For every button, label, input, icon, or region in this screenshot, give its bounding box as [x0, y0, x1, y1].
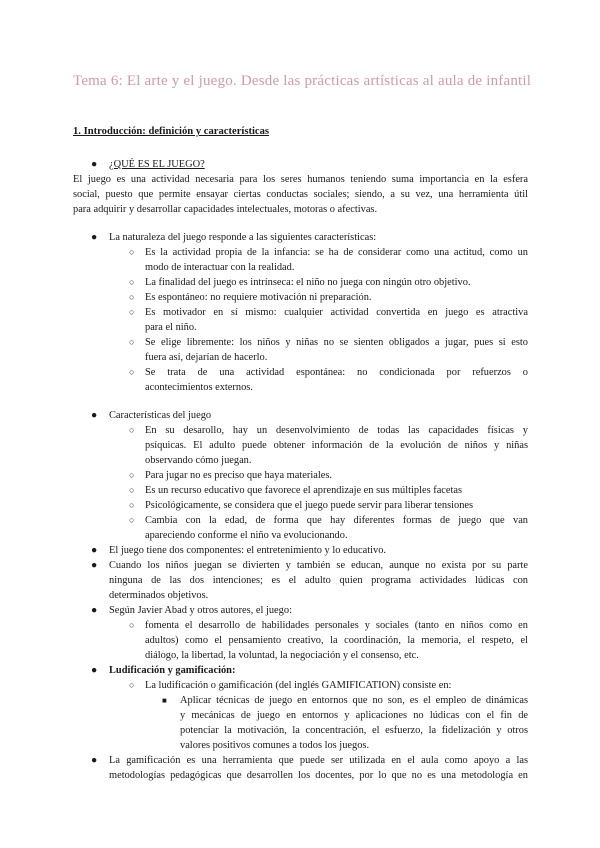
bullet-icon: ●: [91, 159, 98, 170]
paragraph-line: para adquirir y desarrollar capacidades intelectuales, motoras o afectivas.: [73, 204, 378, 215]
bullet-icon: ●: [91, 665, 98, 676]
list-item-line: La finalidad del juego es intrínseca: el niño no juega con ningún otro objetivo.: [145, 277, 471, 288]
list-item-heading: Ludificación y gamificación:: [109, 665, 236, 676]
list-item-line: psíquicas. El adulto puede obtener información de la evolución de niños y niñas: [145, 440, 528, 451]
bullet-icon: ●: [91, 545, 98, 556]
paragraph-line: social, puesto que permite ensayar ciertas conductas sociales; siendo, a su vez, una herramienta útil: [73, 189, 528, 200]
list-item-line: Es un recurso educativo que favorece el aprendizaje en sus múltiples facetas: [145, 485, 463, 496]
list-item: Características del juego: [109, 410, 212, 421]
list-item-line: fuera así, dejarían de hacerlo.: [145, 352, 268, 363]
list-item-line: Aplicar técnicas de juego en entornos que no son, es el empleo de dinámicas: [180, 695, 528, 706]
list-item-line: Se trata de una actividad espontánea: no condicionada por refuerzos o: [145, 367, 528, 378]
section-heading: 1. Introducción: definición y características: [73, 126, 270, 137]
list-item-line: diálogo, la libertad, la voluntad, la negociación y el consenso, etc.: [145, 650, 419, 661]
list-item-line: y mecánicas de juego en entornos y aplicaciones no lúdicas con el fin de: [180, 710, 528, 721]
list-item-line: para el niño.: [145, 322, 197, 333]
list-item-line: Cambia con la edad, de forma que hay diferentes formas de juego que van: [145, 515, 528, 526]
list-item-line: ninguna de las dos intenciones; es el adulto quien programa actividades lúdicas con: [109, 575, 528, 586]
circle-bullet-icon: ○: [129, 425, 135, 435]
list-item: Según Javier Abad y otros autores, el juego:: [109, 605, 292, 616]
list-item-line: metodologías pedagógicas que desarrollen los docentes, por lo que no es una metodología en: [109, 770, 528, 781]
bullet-icon: ●: [91, 560, 98, 571]
list-item-line: Se elige libremente: los niños y niñas no se sienten obligados a jugar, pues si esto: [145, 337, 528, 348]
circle-bullet-icon: ○: [129, 292, 135, 302]
list-item-line: La gamificación es una herramienta que puede ser utilizada en el aula como apoyo a las: [109, 755, 528, 766]
list-item-line: potenciar la motivación, la concentración, el esfuerzo, la fidelización y otros: [180, 725, 528, 736]
list-item-line: Es la actividad propia de la infancia: se ha de considerar como una actitud, como un: [145, 247, 528, 258]
list-item: La naturaleza del juego responde a las siguientes características:: [109, 232, 377, 243]
circle-bullet-icon: ○: [129, 500, 135, 510]
list-item-line: Psicológicamente, se considera que el juego puede servir para liberar tensiones: [145, 500, 474, 511]
list-item-line: Es espontáneo: no requiere motivación ni preparación.: [145, 292, 372, 303]
bullet-icon: ●: [91, 232, 98, 243]
list-item-line: determinados objetivos.: [109, 590, 209, 601]
list-item-line: Cuando los niños juegan se divierten y también se educan, aunque no exista por su parte: [109, 560, 528, 571]
page-title: Tema 6: El arte y el juego. Desde las prácticas artísticas al aula de infantil: [73, 73, 532, 89]
list-item-line: apareciendo conforme el niño va evolucionando.: [145, 530, 348, 541]
subheading-que-es: ¿QUÉ ES EL JUEGO?: [109, 159, 205, 170]
paragraph-line: El juego es una actividad necesaria para los seres humanos teniendo suma importancia en la esfera: [73, 174, 528, 185]
circle-bullet-icon: ○: [129, 337, 135, 347]
list-item-line: valores positivos comunes a todos los juegos.: [180, 740, 370, 751]
list-item-line: Es motivador en sí mismo: cualquier actividad convertida en juego es atractiva: [145, 307, 528, 318]
list-item-line: En su desarollo, hay un desenvolvimiento de todas las capacidades físicas y: [145, 425, 528, 436]
list-item-line: adultos) como el pensamiento creativo, la coordinación, la memoria, el respeto, el: [145, 635, 528, 646]
list-item-line: Para jugar no es preciso que haya materiales.: [145, 470, 332, 481]
circle-bullet-icon: ○: [129, 307, 135, 317]
list-item-line: La ludificación o gamificación (del inglés GAMIFICATION) consiste en:: [145, 680, 452, 691]
square-bullet-icon: ■: [162, 696, 167, 705]
circle-bullet-icon: ○: [129, 367, 135, 377]
list-item-line: observando cómo juegan.: [145, 455, 252, 466]
bullet-icon: ●: [91, 605, 98, 616]
list-item: El juego tiene dos componentes: el entretenimiento y lo educativo.: [109, 545, 387, 556]
list-item-line: modo de interactuar con la realidad.: [145, 262, 295, 273]
circle-bullet-icon: ○: [129, 247, 135, 257]
circle-bullet-icon: ○: [129, 485, 135, 495]
circle-bullet-icon: ○: [129, 680, 135, 690]
circle-bullet-icon: ○: [129, 620, 135, 630]
bullet-icon: ●: [91, 755, 98, 766]
list-item-line: acontecimientos externos.: [145, 382, 253, 393]
circle-bullet-icon: ○: [129, 277, 135, 287]
list-item-line: fomenta el desarrollo de habilidades personales y sociales (tanto en niños como en: [145, 620, 528, 631]
bullet-icon: ●: [91, 410, 98, 421]
circle-bullet-icon: ○: [129, 515, 135, 525]
circle-bullet-icon: ○: [129, 470, 135, 480]
